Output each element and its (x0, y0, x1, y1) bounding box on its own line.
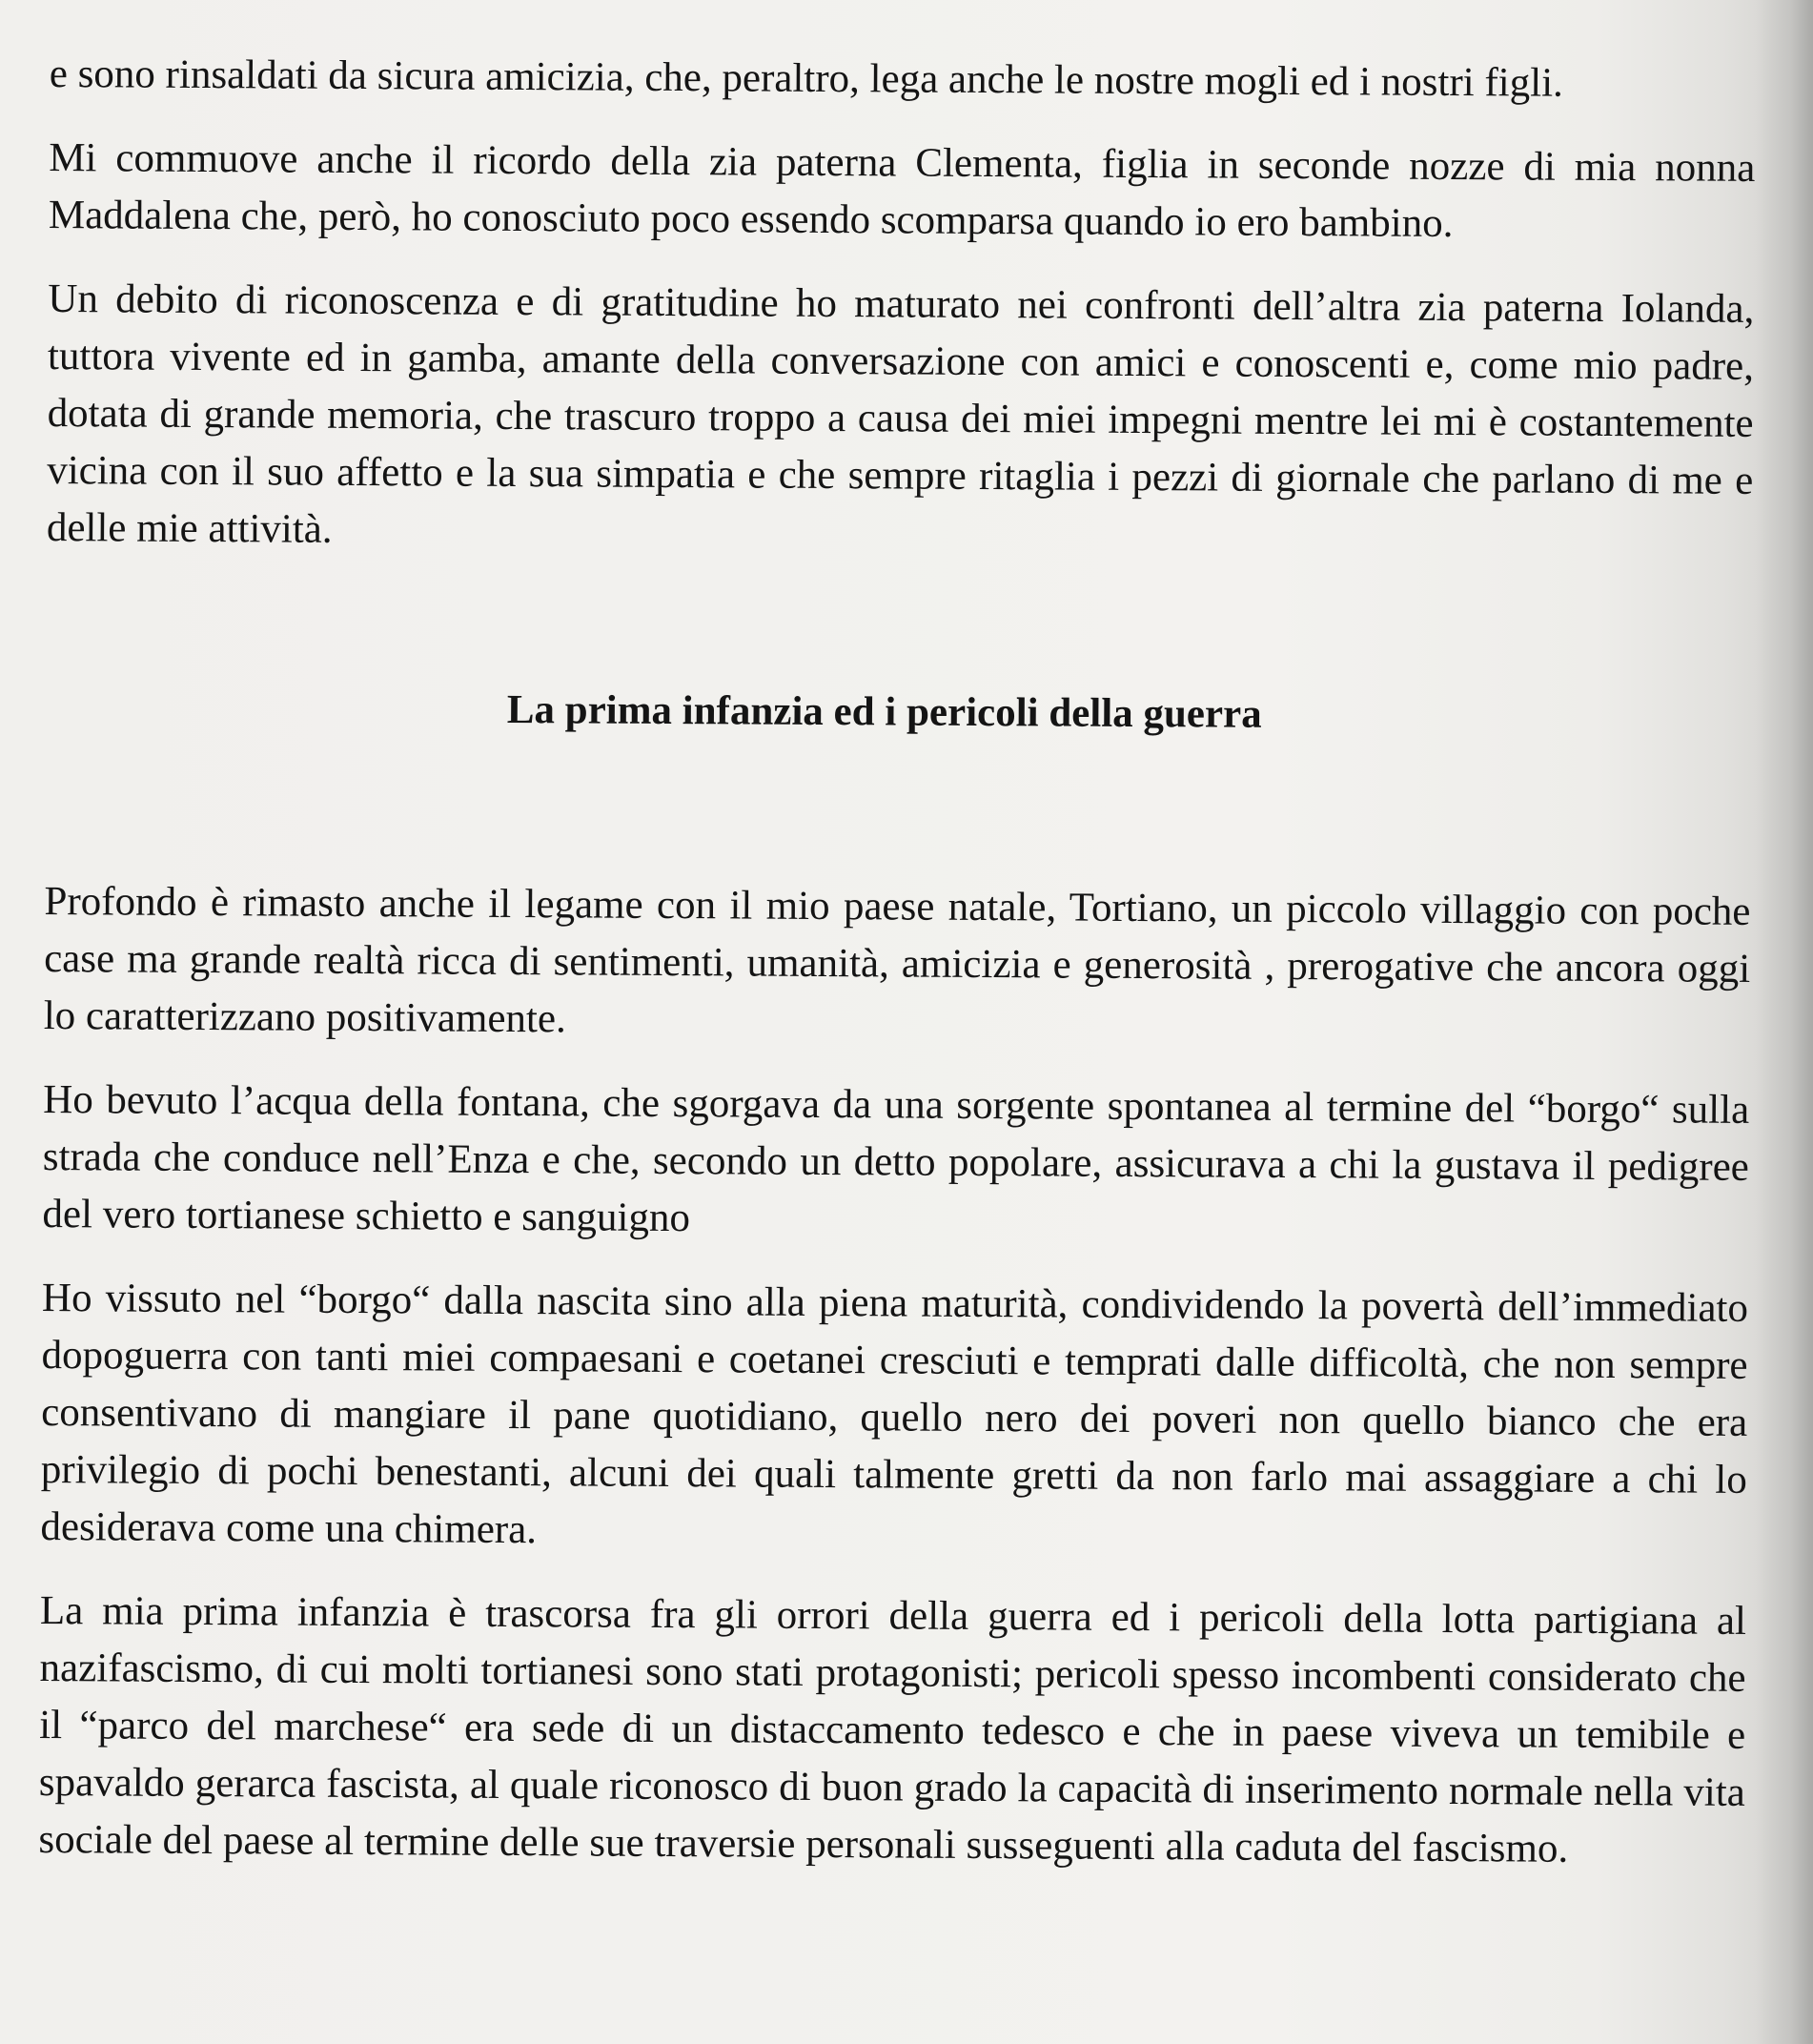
page-edge-shadow (1756, 0, 1813, 2044)
page-text (38, 46, 1756, 1906)
paragraph-section-2: Ho bevuto l’acqua della fontana, che sgorgava da una sorgente spontanea al termine del “borgo“ sulla strada che conduce nell’Enza e che, secondo un detto popolare, assicurava a chi la gustava il pedigree del vero tortianese schietto e sanguigno (42, 1076, 1750, 1241)
paragraph-intro-2: Mi commuove anche il ricordo della zia paterna Clementa, figlia in seconde nozze di mia nonna Maddalena che, però, ho conosciuto poco essendo scomparsa quando io ero bambino. (48, 134, 1756, 246)
paragraph-section-1: Profondo è rimasto anche il legame con il mio paese natale, Tortiano, un piccolo villaggio con poche case ma grande realtà ricca di sentimenti, umanità, amicizia e generosità , prerogative che ancora oggi lo caratterizzano positivamente. (43, 878, 1751, 1042)
paragraph-intro-1: e sono rinsaldati da sicura amicizia, che, peraltro, lega anche le nostre mogli ed i nostri figli. (49, 51, 1563, 106)
paragraph-section-4: La mia prima infanzia è trascorsa fra gli orrori della guerra ed i pericoli della lotta partigiana al nazifascismo, di cui molti tortianesi sono stati protagonisti; pericoli spesso incombenti considerato che il “parco del marchese“ era sede di un distaccamento tedesco e che in paese viveva un temibile e spavaldo gerarca fascista, al quale riconosco di buon grado la capacità di inserimento normale nella vita sociale del paese al termine delle sue traversie personali susseguenti alla caduta del fascismo. (38, 1587, 1747, 1871)
paragraph-section-3: Ho vissuto nel “borgo“ dalla nascita sino alla piena maturità, condividendo la povertà dell’immediato dopoguerra con tanti miei compaesani e coetanei cresciuti e temprati dalle difficoltà, che non sempre consentivano di mangiare il pane quotidiano, quello nero dei poveri non quello bianco che era privilegio di pochi benestanti, alcuni dei quali talmente gretti da non farlo mai assaggiare a chi lo desiderava come una chimera. (40, 1275, 1749, 1553)
section-title: La prima infanzia ed i pericoli della guerra (506, 686, 1262, 737)
paragraph-intro-3: Un debito di riconoscenza e di gratitudine ho maturato nei confronti dell’altra zia paterna Iolanda, tuttora vivente ed in gamba, amante della conversazione con amici e conoscenti e, come mio padre, dotata di grande memoria, che trascuro troppo a causa dei miei impegni mentre lei mi è costantemente vicina con il suo affetto e la sua simpatia e che sempre ritaglia i pezzi di giornale che parlano di me e delle mie attività. (46, 276, 1755, 552)
